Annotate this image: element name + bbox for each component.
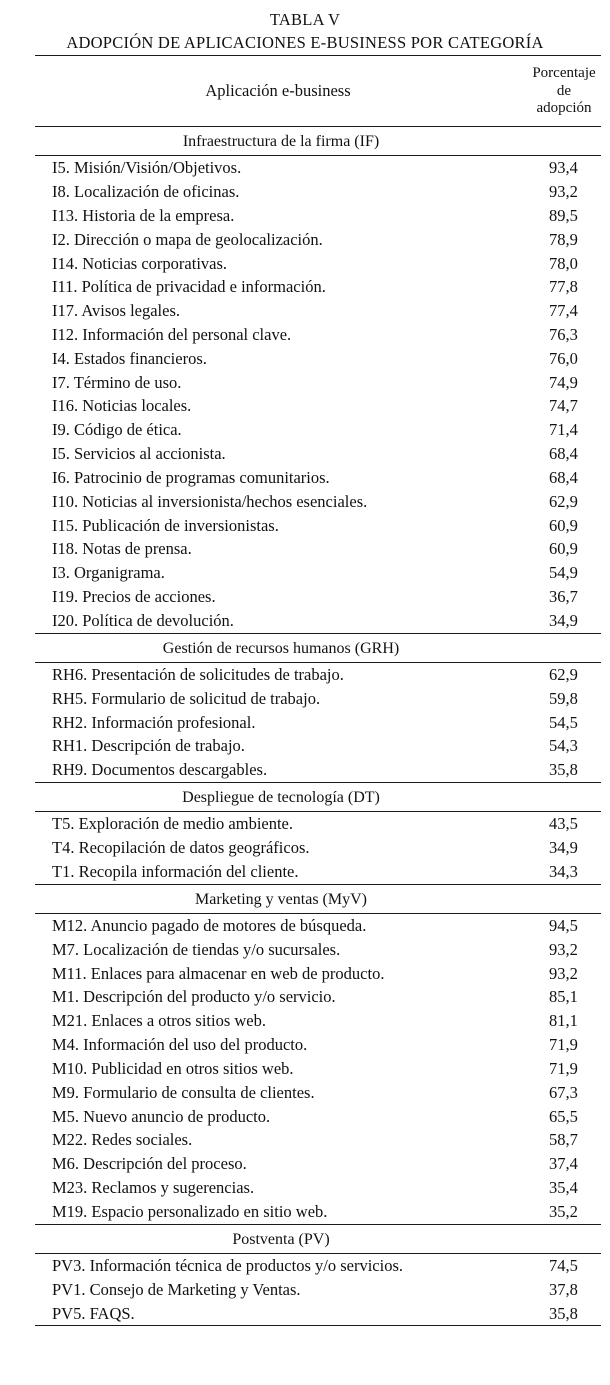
cell-application: I12. Información del personal clave.	[52, 324, 292, 344]
cell-application: M22. Redes sociales.	[52, 1130, 193, 1150]
table-row	[35, 711, 601, 735]
cell-application: RH2. Información profesional.	[52, 712, 256, 732]
cell-percentage: 60,9	[549, 539, 578, 559]
cell-percentage: 71,9	[549, 1058, 578, 1078]
table-row	[35, 985, 601, 1009]
cell-percentage: 89,5	[549, 205, 578, 225]
cell-application: I6. Patrocinio de programas comunitarios.	[52, 467, 330, 487]
cell-application: PV3. Información técnica de productos y/o servicios.	[52, 1255, 403, 1275]
cell-application: M21. Enlaces a otros sitios web.	[52, 1011, 267, 1031]
table-head	[35, 55, 601, 126]
cell-application: I5. Misión/Visión/Objetivos.	[52, 158, 242, 178]
cell-application: T5. Exploración de medio ambiente.	[52, 814, 294, 834]
cell-application: I10. Noticias al inversionista/hechos esenciales.	[52, 491, 368, 511]
table-row	[35, 204, 601, 228]
cell-percentage: 54,9	[549, 563, 578, 583]
section-heading-label: Marketing y ventas (MyV)	[195, 890, 367, 908]
cell-application: I3. Organigrama.	[52, 563, 165, 583]
table-row	[35, 323, 601, 347]
section-header-row	[35, 633, 601, 662]
column-header-application: Aplicación e-business	[205, 81, 351, 101]
table-row	[35, 1152, 601, 1176]
cell-application: M7. Localización de tiendas y/o sucursales.	[52, 939, 341, 959]
cell-percentage: 54,3	[549, 736, 578, 756]
cell-percentage: 74,5	[549, 1255, 578, 1275]
section-header-row	[35, 782, 601, 811]
section-header-row	[35, 1224, 601, 1253]
table-row	[35, 1104, 601, 1128]
table-row	[35, 585, 601, 609]
section-heading-label: Infraestructura de la firma (IF)	[182, 132, 380, 150]
cell-percentage: 78,0	[549, 253, 578, 273]
table-row	[35, 734, 601, 758]
column-header-percentage-line2: adopción	[536, 100, 592, 117]
cell-application: M9. Formulario de consulta de clientes.	[52, 1082, 315, 1102]
section-heading	[35, 1224, 601, 1253]
table-row	[35, 275, 601, 299]
table-row	[35, 1301, 601, 1325]
table-header-row	[35, 55, 601, 126]
section-header-row	[35, 884, 601, 913]
cell-percentage: 93,2	[549, 182, 578, 202]
section-heading	[35, 884, 601, 913]
cell-application: I15. Publicación de inversionistas.	[52, 515, 279, 535]
table-row	[35, 1081, 601, 1105]
cell-percentage: 35,2	[549, 1201, 578, 1221]
cell-application: M12. Anuncio pagado de motores de búsqueda.	[52, 915, 367, 935]
cell-application: M5. Nuevo anuncio de producto.	[52, 1106, 271, 1126]
table-row	[35, 836, 601, 860]
table-row	[35, 347, 601, 371]
table-row	[35, 394, 601, 418]
cell-application: M23. Reclamos y sugerencias.	[52, 1178, 255, 1198]
cell-percentage: 37,4	[549, 1154, 578, 1174]
table-row	[35, 537, 601, 561]
table-row	[35, 251, 601, 275]
cell-percentage: 35,8	[549, 1303, 578, 1323]
cell-percentage: 93,2	[549, 939, 578, 959]
cell-application: I5. Servicios al accionista.	[52, 444, 226, 464]
cell-application: I8. Localización de oficinas.	[52, 182, 240, 202]
table-row	[35, 299, 601, 323]
cell-percentage: 77,4	[549, 301, 578, 321]
cell-percentage: 34,9	[549, 610, 578, 630]
cell-application: I14. Noticias corporativas.	[52, 253, 228, 273]
cell-percentage: 35,4	[549, 1178, 578, 1198]
cell-application: RH9. Documentos descargables.	[52, 760, 268, 780]
cell-percentage: 62,9	[549, 664, 578, 684]
cell-percentage: 78,9	[549, 229, 578, 249]
cell-percentage: 36,7	[549, 587, 578, 607]
table-title: ADOPCIÓN DE APLICACIONES E-BUSINESS POR CATEGORÍA	[66, 33, 544, 53]
table-row	[35, 962, 601, 986]
cell-percentage: 71,9	[549, 1035, 578, 1055]
cell-application: I9. Código de ética.	[52, 420, 182, 440]
cell-application: T1. Recopila información del cliente.	[52, 861, 299, 881]
table-row	[35, 609, 601, 633]
cell-application: M11. Enlaces para almacenar en web de producto.	[52, 963, 385, 983]
cell-application: RH1. Descripción de trabajo.	[52, 736, 245, 756]
cell-application: I19. Precios de acciones.	[52, 587, 216, 607]
table-caption	[0, 0, 610, 55]
table-row	[35, 418, 601, 442]
cell-percentage: 60,9	[549, 515, 578, 535]
cell-percentage: 34,9	[549, 838, 578, 858]
table-row	[35, 687, 601, 711]
cell-percentage: 74,7	[549, 396, 578, 416]
table-row	[35, 938, 601, 962]
table-row	[35, 1128, 601, 1152]
cell-percentage: 58,7	[549, 1130, 578, 1150]
table-row	[35, 1253, 601, 1277]
ebusiness-adoption-table	[35, 55, 601, 1326]
cell-application: I4. Estados financieros.	[52, 348, 207, 368]
cell-percentage: 68,4	[549, 467, 578, 487]
section-heading-label: Despliegue de tecnología (DT)	[182, 788, 380, 806]
cell-application: M4. Información del uso del producto.	[52, 1035, 308, 1055]
table-body	[35, 126, 601, 1325]
cell-percentage: 67,3	[549, 1082, 578, 1102]
cell-percentage: 85,1	[549, 987, 578, 1007]
cell-application: I11. Política de privacidad e información.	[52, 277, 326, 297]
cell-application: I7. Término de uso.	[52, 372, 182, 392]
table-row	[35, 180, 601, 204]
table-row	[35, 371, 601, 395]
cell-application: I18. Notas de prensa.	[52, 539, 192, 559]
cell-percentage: 37,8	[549, 1279, 578, 1299]
table-row	[35, 466, 601, 490]
table-row	[35, 1057, 601, 1081]
cell-application: RH5. Formulario de solicitud de trabajo.	[52, 688, 321, 708]
cell-application: M1. Descripción del producto y/o servicio.	[52, 987, 336, 1007]
cell-application: I16. Noticias locales.	[52, 396, 192, 416]
cell-percentage: 34,3	[549, 861, 578, 881]
cell-application: T4. Recopilación de datos geográficos.	[52, 838, 310, 858]
cell-application: I20. Política de devolución.	[52, 610, 234, 630]
cell-percentage: 76,3	[549, 324, 578, 344]
column-header-percentage-line1: Porcentaje de	[532, 64, 596, 99]
table-row	[35, 1200, 601, 1224]
cell-application: M19. Espacio personalizado en sitio web.	[52, 1201, 328, 1221]
cell-percentage: 59,8	[549, 688, 578, 708]
cell-percentage: 81,1	[549, 1011, 578, 1031]
cell-percentage: 93,2	[549, 963, 578, 983]
cell-percentage: 71,4	[549, 420, 578, 440]
table-row	[35, 913, 601, 937]
cell-percentage: 93,4	[549, 158, 578, 178]
table-row	[35, 228, 601, 252]
cell-application: M10. Publicidad en otros sitios web.	[52, 1058, 294, 1078]
column-header-percentage	[527, 55, 601, 126]
table-row	[35, 490, 601, 514]
section-heading	[35, 633, 601, 662]
table-row	[35, 860, 601, 884]
cell-percentage: 65,5	[549, 1106, 578, 1126]
table-row	[35, 156, 601, 180]
cell-percentage: 76,0	[549, 348, 578, 368]
table-row	[35, 514, 601, 538]
table-row	[35, 442, 601, 466]
cell-percentage: 35,8	[549, 760, 578, 780]
cell-percentage: 94,5	[549, 915, 578, 935]
cell-percentage: 77,8	[549, 277, 578, 297]
table-row	[35, 812, 601, 836]
table-row	[35, 561, 601, 585]
cell-application: M6. Descripción del proceso.	[52, 1154, 247, 1174]
table-row	[35, 1033, 601, 1057]
table-number: TABLA V	[269, 10, 341, 29]
section-heading	[35, 126, 601, 155]
cell-application: I17. Avisos legales.	[52, 301, 181, 321]
cell-percentage: 74,9	[549, 372, 578, 392]
cell-percentage: 43,5	[549, 814, 578, 834]
cell-application: PV5. FAQS.	[52, 1303, 135, 1323]
cell-percentage: 68,4	[549, 444, 578, 464]
cell-application: RH6. Presentación de solicitudes de trabajo.	[52, 664, 344, 684]
table-row	[35, 1009, 601, 1033]
section-heading-label: Gestión de recursos humanos (GRH)	[162, 639, 400, 657]
table-row	[35, 662, 601, 686]
cell-percentage: 62,9	[549, 491, 578, 511]
section-heading	[35, 782, 601, 811]
table-row	[35, 758, 601, 782]
cell-application: PV1. Consejo de Marketing y Ventas.	[52, 1279, 301, 1299]
table-row	[35, 1278, 601, 1302]
cell-percentage: 54,5	[549, 712, 578, 732]
table-row	[35, 1176, 601, 1200]
cell-application: I2. Dirección o mapa de geolocalización.	[52, 229, 323, 249]
cell-application: I13. Historia de la empresa.	[52, 205, 235, 225]
section-heading-label: Postventa (PV)	[232, 1230, 330, 1248]
section-header-row	[35, 126, 601, 155]
